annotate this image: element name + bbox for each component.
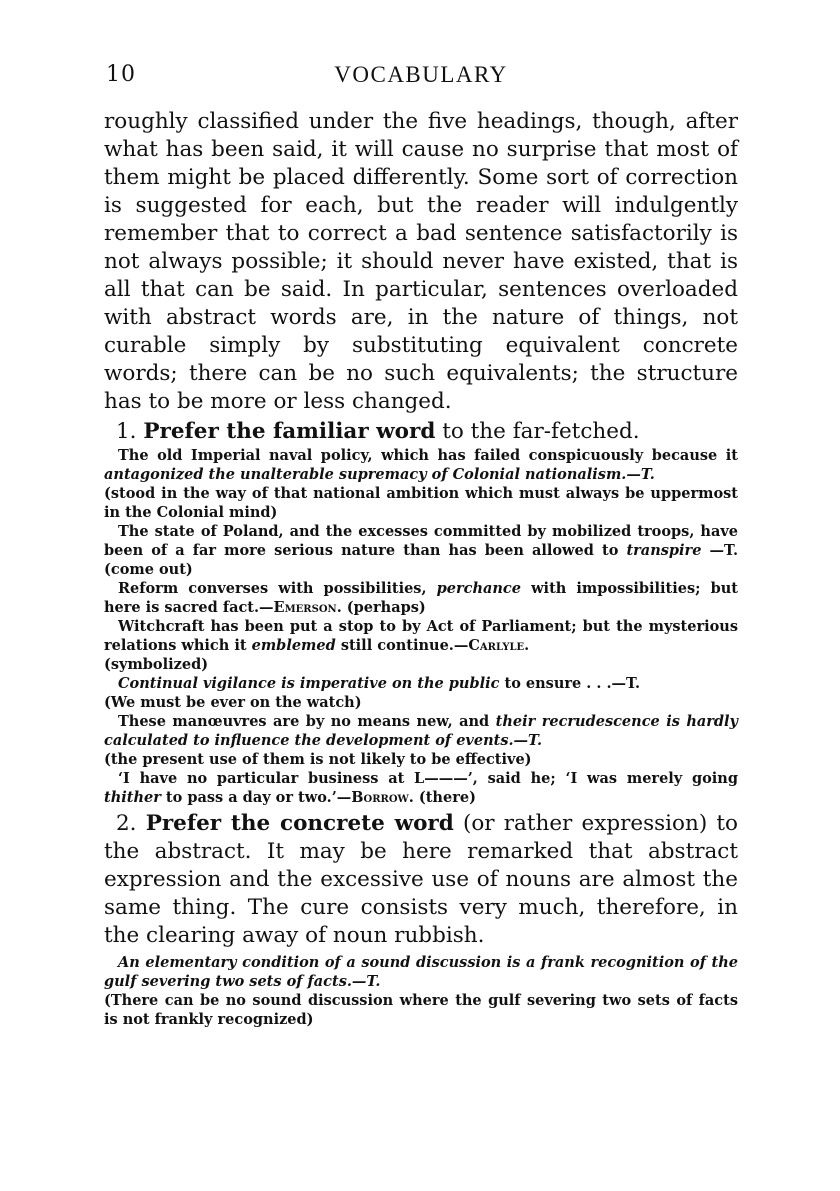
correction-1: (stood in the way of that national ambition which must always be uppermost in the Colonial mind) <box>104 485 738 521</box>
example-text: Reform converses with possibilities, <box>118 580 437 597</box>
example-text: The state of Poland, and the excesses committed by mobilized troops, have been of a far more serious nature than has been allowed to <box>104 523 738 559</box>
example-2 <box>104 522 738 579</box>
example-text: ‘I have no particular business at L———’, said he; ‘I was merely going <box>118 770 738 787</box>
page-header <box>106 62 736 96</box>
example-italic: their recrudescence is hardly calculated to influence the development of events.—T. <box>104 713 738 749</box>
example-1 <box>104 446 738 484</box>
rule-1 <box>104 418 738 446</box>
correction-5: (We must be ever on the watch) <box>104 694 362 711</box>
correction-8: (There can be no sound discussion where the gulf severing two sets of facts is not frankly recognized) <box>104 992 738 1028</box>
running-title: VOCABULARY <box>334 62 508 87</box>
example-text: with impossibilities; but here is sacred fact.— <box>104 580 738 616</box>
example-text: to pass a day or two.’— <box>160 789 352 806</box>
page-body <box>104 108 738 1029</box>
example-text: . <box>524 637 530 654</box>
rule-2-number: 2. <box>116 811 137 836</box>
example-7 <box>104 769 738 807</box>
example-italic: transpire <box>626 542 702 559</box>
example-text: Witchcraft has been put a stop to by Act of Parliament; but the mysterious relations which it <box>104 618 738 654</box>
rule-1-rest: to the far-fetched. <box>435 419 640 444</box>
example-3 <box>104 579 738 617</box>
rule-1-heading: Prefer the familiar word <box>143 419 436 444</box>
page-number: 10 <box>106 62 136 87</box>
example-text: . (there) <box>408 789 476 806</box>
rule-1-number: 1. <box>116 419 137 444</box>
example-italic: emblemed <box>251 637 336 654</box>
example-text: . (perhaps) <box>336 599 426 616</box>
example-text: The old Imperial naval policy, which has failed conspicuously because it <box>118 447 738 464</box>
example-italic: thither <box>104 789 161 806</box>
example-text: to ensure . . .—T. <box>499 675 641 692</box>
correction-6: (the present use of them is not likely to be effective) <box>104 751 532 768</box>
example-4 <box>104 617 738 655</box>
example-italic: antagonized the unalterable supremacy of Colonial nationalism.—T. <box>104 466 655 483</box>
rule-2-heading: Prefer the concrete word <box>145 811 454 836</box>
example-6 <box>104 712 738 750</box>
correction-4: (symbolized) <box>104 656 209 673</box>
author-name: Carlyle <box>468 637 525 654</box>
example-italic: An elementary condition of a sound discussion is a frank recognition of the gulf severing two sets of facts.—T. <box>104 954 738 990</box>
author-name: Emerson <box>273 599 337 616</box>
example-5 <box>104 674 738 693</box>
rule-2-rest: (or rather expression) to the abstract. It may be here remarked that abstract expression and the excessive use of nouns are almost the same thing. The cure consists very much, therefore, in the clearing away of noun rubbish. <box>104 811 738 948</box>
example-italic: Continual vigilance is imperative on the public <box>118 675 500 692</box>
example-8 <box>104 953 738 991</box>
intro-paragraph: roughly classified under the five headings, though, after what has been said, it will cause no surprise that most of them might be placed differently. Some sort of correction is suggested for each, but the reader will indulgently remember that to correct a bad sentence satisfactorily is not always possible; it should never have existed, that is all that can be said. In particular, sentences overloaded with abstract words are, in the nature of things, not curable simply by substituting equivalent concrete words; there can be no such equivalents; the structure has to be more or less changed. <box>104 109 738 414</box>
example-text: —T. (come out) <box>104 542 738 578</box>
example-italic: perchance <box>436 580 521 597</box>
author-name: Borrow <box>351 789 409 806</box>
example-text: still continue.— <box>335 637 469 654</box>
example-text: These manœuvres are by no means new, and <box>118 713 496 730</box>
rule-2 <box>104 810 738 950</box>
